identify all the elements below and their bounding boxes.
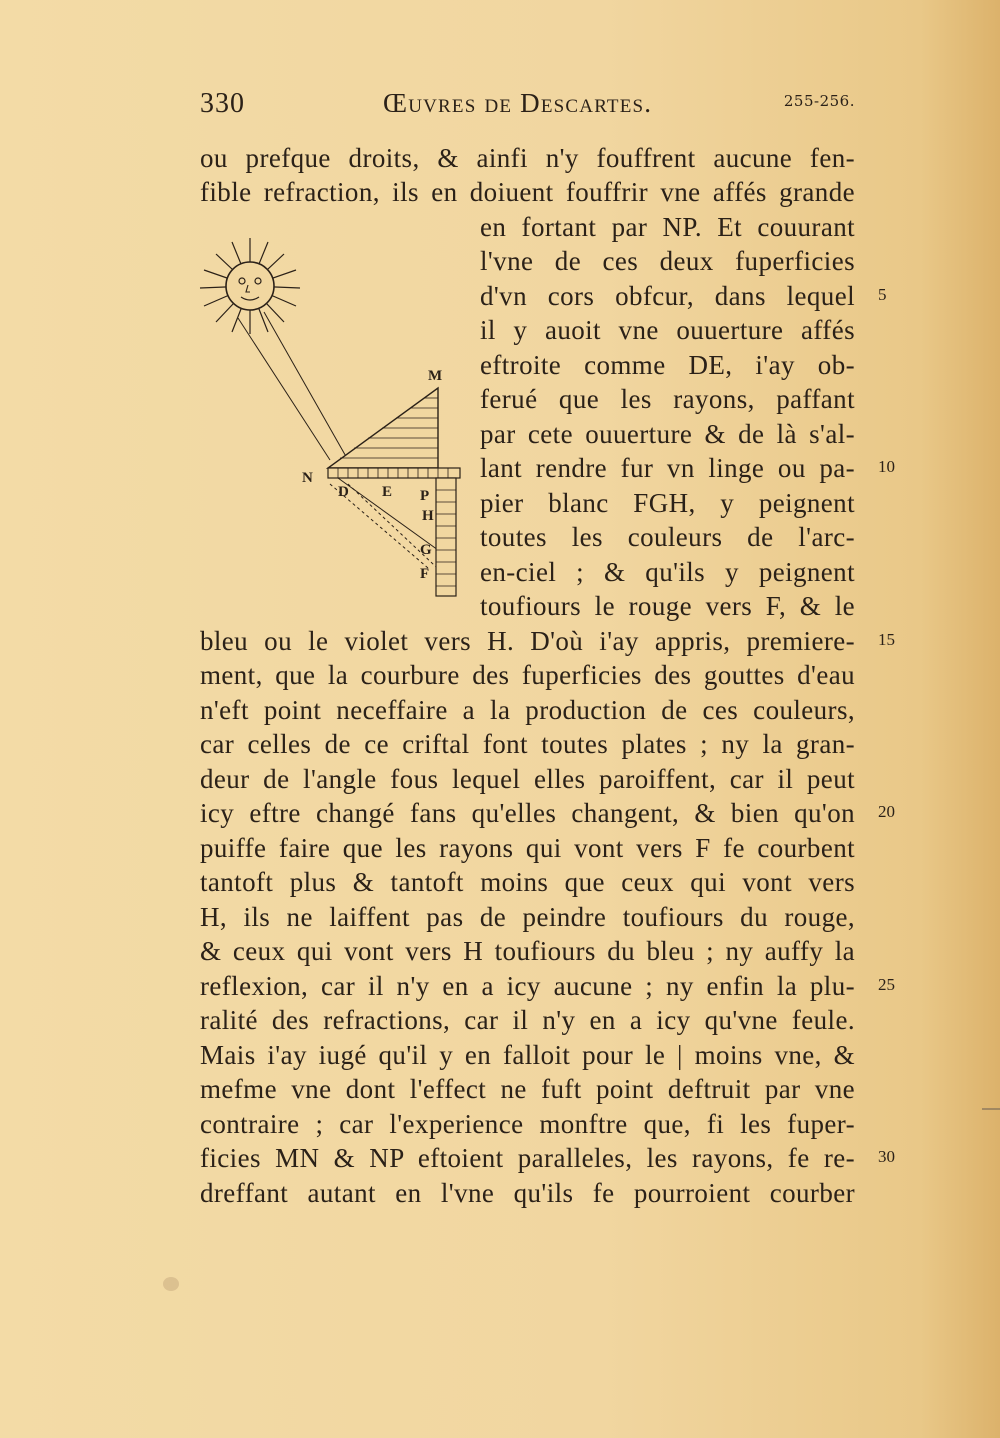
line-number: 5 [878,285,887,304]
text-line: en fortant par NP. Et couurant [480,212,855,242]
text-line: pier blanc FGH, y peignent [480,488,855,518]
running-head [200,88,855,124]
screen [436,478,456,596]
text-line: ou prefque droits, & ainfi n'y fouffrent aucune fen- [200,143,855,173]
text-line: reflexion, car il n'y en a icy aucune ; ny enfin la plu- [200,971,855,1001]
line-number: 30 [878,1147,895,1166]
paper-speck [163,1277,179,1291]
text-line: H, ils ne laiffent pas de peindre toufiours du rouge, [200,902,855,932]
text-line: dreffant autant en l'vne qu'ils fe pourroient courber [200,1178,855,1208]
text-line: deur de l'angle fous lequel elles paroiffent, car il peut [200,764,855,794]
text-line: ralité des refractions, car il n'y en a icy qu'vne feule. [200,1005,855,1035]
text-line: contraire ; car l'experience monftre que, fi les fuper- [200,1109,855,1139]
text-line: ferué que les rayons, paffant [480,384,855,414]
text-line: puiffe faire que les rayons qui vont vers F fe courbent [200,833,855,863]
page-number: 330 [200,88,245,119]
line-number: 20 [878,802,895,821]
label-h: H [422,508,434,524]
line-number: 25 [878,975,895,994]
sun-icon [200,238,300,334]
text-line: bleu ou le violet vers H. D'où i'ay appris, premiere- [200,626,855,656]
label-p: P [420,488,430,504]
text-line: fible refraction, ils en doiuent fouffrir vne affés grande [200,177,855,207]
text-line: d'vn cors obfcur, dans lequel [480,281,855,311]
text-line: car celles de ce criftal font toutes plates ; ny la gran- [200,729,855,759]
line-number: 15 [878,630,895,649]
page-edge-mark [982,1108,1000,1110]
label-m: M [428,368,443,384]
text-line: en-ciel ; & qu'ils y peignent [480,557,855,587]
label-n: N [302,470,313,486]
text-line: & ceux qui vont vers H toufiours du bleu ; ny auffy la [200,936,855,966]
page-range: 255-256. [783,92,855,110]
text-line: toufiours le rouge vers F, & le [480,591,855,621]
text-line: l'vne de ces deux fuperficies [480,246,855,276]
work-title: Œuvres de Descartes. [383,88,653,118]
label-e: E [382,484,393,500]
text-line: lant rendre fur vn linge ou pa- [480,453,855,483]
text-line: par cete ouuerture & de là s'al- [480,419,855,449]
label-g: G [420,542,432,558]
label-d: D [338,484,349,500]
prism-figure [198,228,466,600]
text-line: eftroite comme DE, i'ay ob- [480,350,855,380]
text-line: Mais i'ay iugé qu'il y en falloit pour le | moins vne, & [200,1040,855,1070]
text-line: mefme vne dont l'effect ne fuft point deftruit par vne [200,1074,855,1104]
text-line: toutes les couleurs de l'arc- [480,522,855,552]
text-line: n'eft point neceffaire a la production de ces couleurs, [200,695,855,725]
text-line: il y auoit vne ouuerture affés [480,315,855,345]
text-line: tantoft plus & tantoft moins que ceux qui vont vers [200,867,855,897]
text-line: icy eftre changé fans qu'elles changent, & bien qu'on [200,798,855,828]
text-line: ficies MN & NP eftoient paralleles, les rayons, fe re- [200,1143,855,1173]
text-line: ment, que la courbure des fuperficies des gouttes d'eau [200,660,855,690]
label-f: F [420,566,430,582]
prism [328,388,460,478]
line-number: 10 [878,457,895,476]
